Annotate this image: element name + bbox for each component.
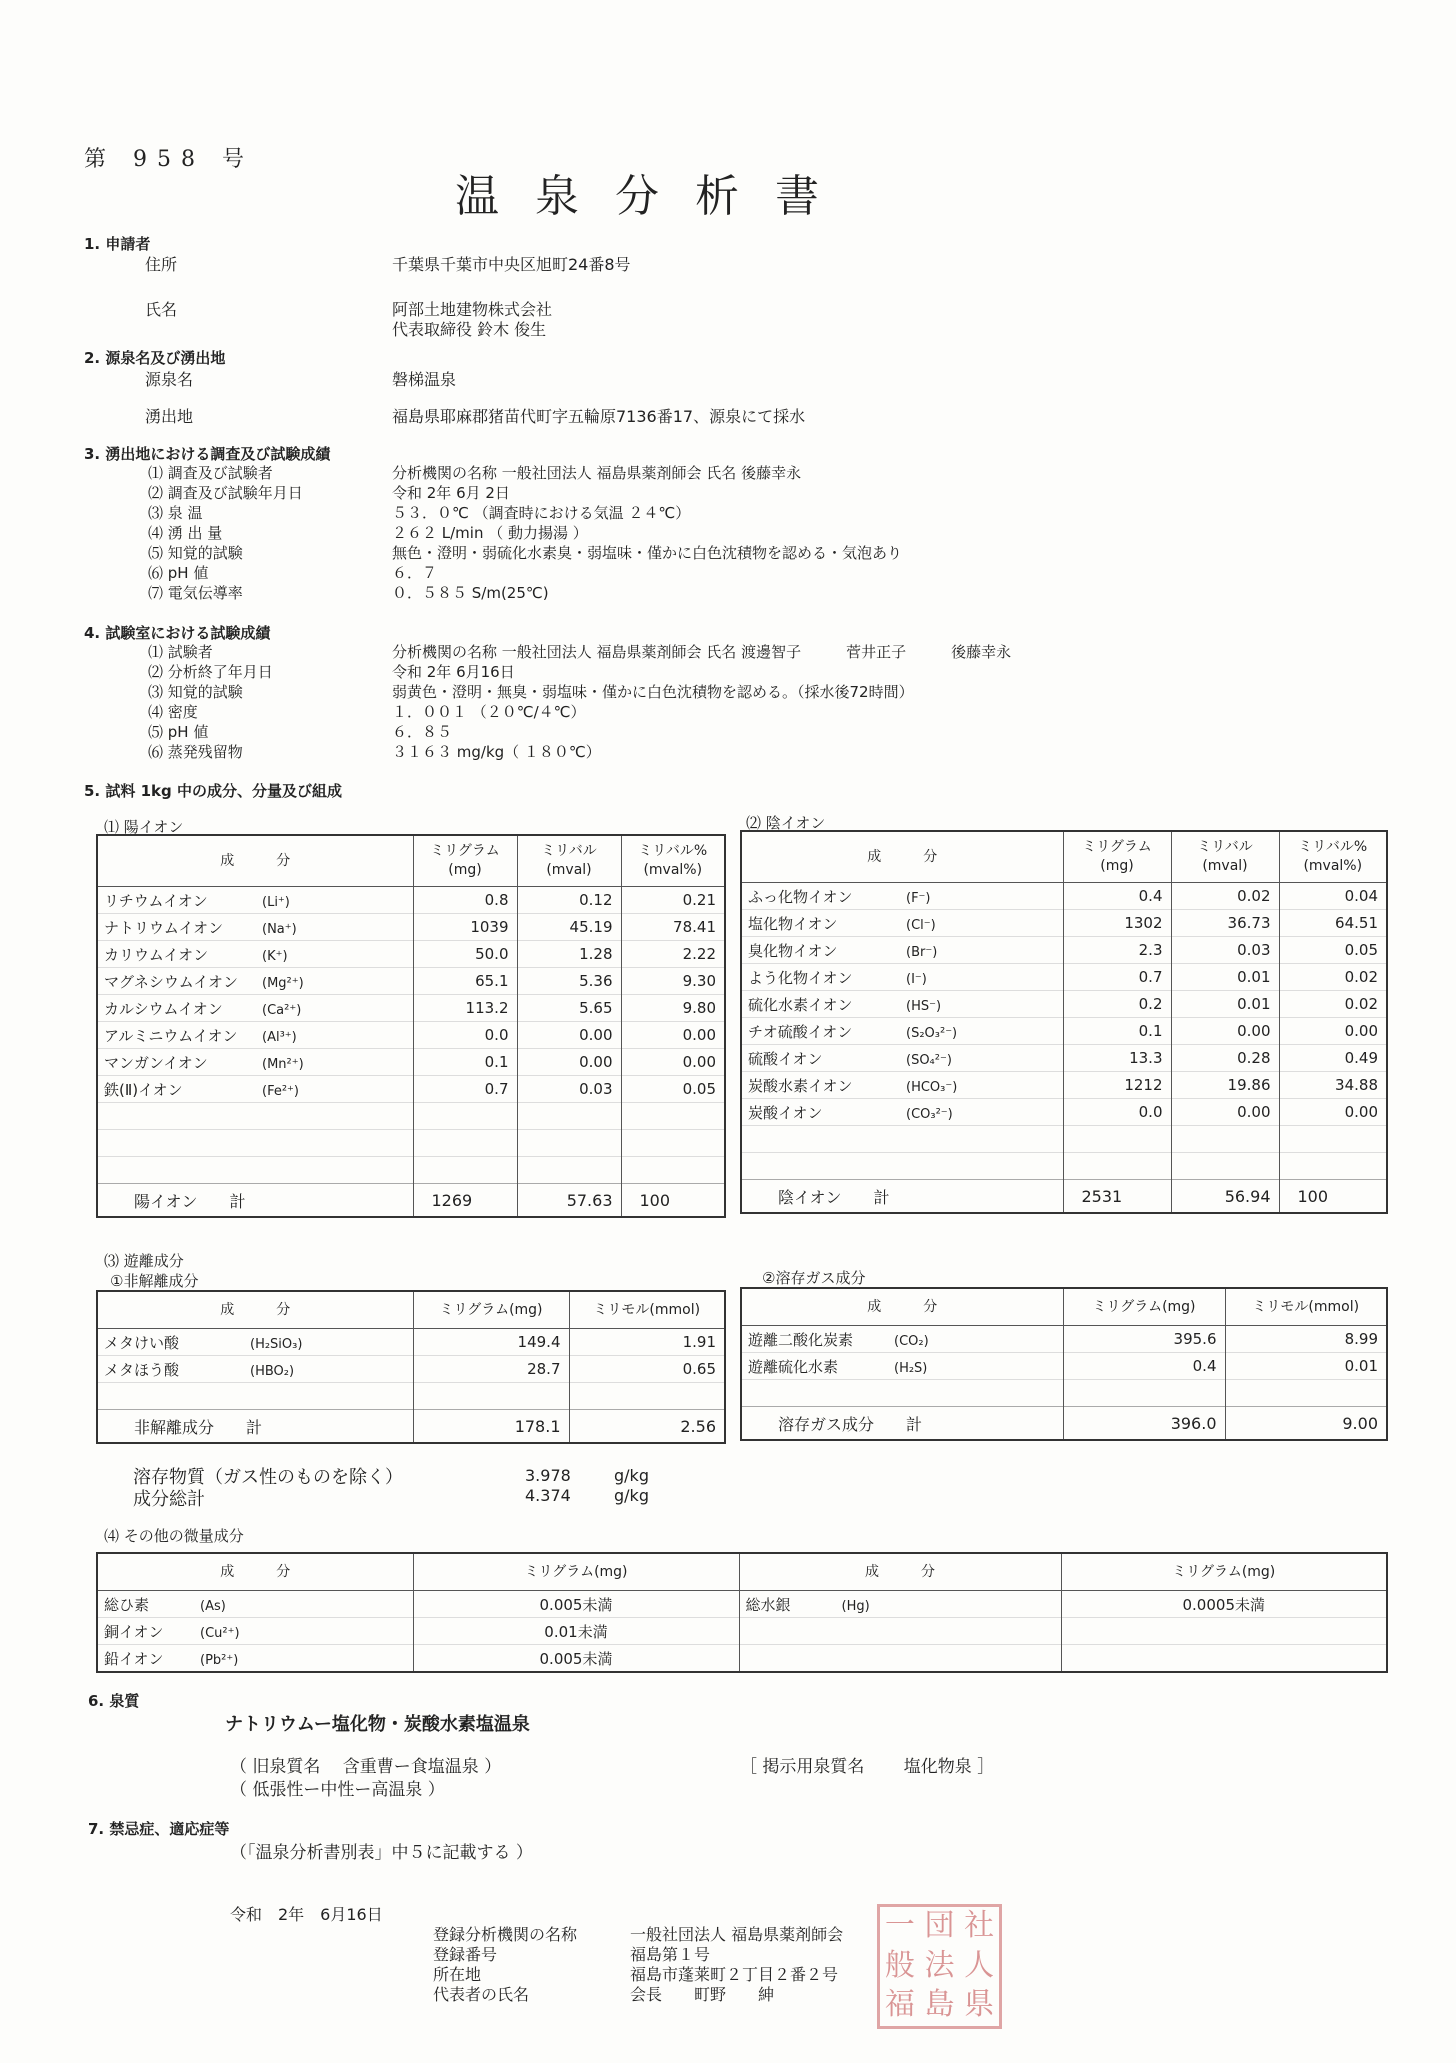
value-mg: 0.1 — [1063, 1018, 1171, 1045]
value-mmol: 1.91 — [569, 1329, 725, 1356]
field-label: ⑷ 密度 — [148, 703, 198, 721]
total-label: 溶存ガス成分 計 — [741, 1407, 1063, 1441]
field-label: ⑴ 調査及び試験者 — [148, 464, 273, 482]
field-value: ０．５８５ S/m(25℃) — [392, 584, 549, 602]
total-row — [741, 1407, 1387, 1441]
value-pct: 9.30 — [621, 968, 725, 995]
component-cell — [741, 937, 1063, 964]
value-mval: 0.01 — [1171, 964, 1279, 991]
source-label: 源泉名 — [145, 370, 194, 389]
component-formula: (Mg²⁺) — [262, 975, 304, 991]
old-spring-name: （ 旧泉質名 含重曹ー食塩温泉 ） — [230, 1757, 502, 1777]
total-label: 陰イオン 計 — [741, 1180, 1063, 1214]
value-pct: 0.02 — [1279, 991, 1387, 1018]
org-label: 登録分析機関の名称 — [433, 1925, 578, 1944]
component-formula: (Li⁺) — [262, 894, 290, 910]
table-row — [97, 1645, 1387, 1673]
component-name: メタけい酸 — [104, 1333, 180, 1352]
table-row — [741, 883, 1387, 910]
value-mg: 0.8 — [413, 887, 517, 914]
component-name: 遊離硫化水素 — [748, 1357, 839, 1376]
component-cell — [97, 1329, 413, 1356]
component-formula: (F⁻) — [906, 890, 931, 906]
total-mval: 57.63 — [517, 1184, 621, 1218]
official-seal — [877, 1904, 1002, 2029]
table-row — [741, 1018, 1387, 1045]
value-mval: 19.86 — [1171, 1072, 1279, 1099]
section-7-heading: 7. 禁忌症、適応症等 — [88, 1820, 230, 1838]
col-mvalpct: ミリバル% (mval%) — [1279, 831, 1387, 883]
blank-row — [97, 1130, 725, 1157]
blank-row — [97, 1383, 725, 1410]
total-label: 非解離成分 計 — [97, 1410, 413, 1444]
field-label: ⑸ pH 値 — [148, 723, 209, 741]
total-label: 陽イオン 計 — [97, 1184, 413, 1218]
seal-char: 県 — [964, 1987, 995, 2023]
address-label: 住所 — [145, 255, 178, 274]
field-value: 弱黄色・澄明・無臭・弱塩味・僅かに白色沈積物を認める。（採水後72時間） — [392, 683, 914, 701]
issue-date: 令和 2年 6月16日 — [230, 1905, 383, 1924]
gas-caption: ②溶存ガス成分 — [762, 1269, 866, 1287]
field-label: ⑹ pH 値 — [148, 564, 209, 582]
table-row — [741, 1353, 1387, 1380]
total-mmol: 2.56 — [569, 1410, 725, 1444]
component-cell — [97, 968, 413, 995]
col-mmol: ミリモル(mmol) — [569, 1291, 725, 1329]
value-mval: 0.02 — [1171, 883, 1279, 910]
field-value: ５３．０℃ （調査時における気温 ２４℃） — [392, 504, 691, 522]
component-name: カルシウムイオン — [104, 999, 223, 1018]
value-mg: 395.6 — [1063, 1326, 1225, 1353]
component-formula: (H₂S) — [894, 1360, 928, 1376]
component-formula: (I⁻) — [906, 971, 927, 987]
value-mg: 13.3 — [1063, 1045, 1171, 1072]
col-component: 成 分 — [97, 1553, 413, 1591]
component-cell — [97, 1049, 413, 1076]
rep-name: 会長 町野 紳 — [630, 1985, 775, 2004]
component-name: ナトリウムイオン — [104, 918, 224, 937]
value-mval: 45.19 — [517, 914, 621, 941]
value-mval: 0.03 — [1171, 937, 1279, 964]
component-name: 総水銀 — [745, 1595, 791, 1614]
seal-char: 法 — [924, 1947, 955, 1983]
value-mg: 28.7 — [413, 1356, 569, 1383]
component-cell — [739, 1645, 1061, 1673]
total-unit: g/kg — [614, 1486, 649, 1505]
field-label: ⑹ 蒸発残留物 — [148, 743, 243, 761]
component-name: カリウムイオン — [104, 945, 209, 964]
cation-table — [96, 834, 726, 1218]
component-cell — [741, 1018, 1063, 1045]
value-mval: 0.00 — [1171, 1099, 1279, 1126]
total-mmol: 9.00 — [1225, 1407, 1387, 1441]
field-label: ⑴ 試験者 — [148, 643, 213, 661]
component-name: 鉛イオン — [104, 1649, 164, 1668]
value-pct: 0.00 — [621, 1022, 725, 1049]
applicant-representative: 代表取締役 鈴木 俊生 — [392, 320, 547, 339]
col-component: 成 分 — [97, 835, 413, 887]
component-cell — [97, 1645, 413, 1673]
document-number: 第 958 号 — [84, 147, 254, 172]
value-mg: 50.0 — [413, 941, 517, 968]
table-row — [97, 887, 725, 914]
section-1-heading: 1. 申請者 — [84, 235, 151, 253]
spring-quality: ナトリウムー塩化物・炭酸水素塩温泉 — [225, 1714, 530, 1735]
org-name: 一般社団法人 福島県薬剤師会 — [630, 1925, 844, 1944]
total-mg: 396.0 — [1063, 1407, 1225, 1441]
col-component: 成 分 — [741, 1288, 1063, 1326]
value-pct: 0.04 — [1279, 883, 1387, 910]
dissolved-unit: g/kg — [614, 1466, 649, 1485]
undissociated-table — [96, 1290, 726, 1444]
value-mg: 65.1 — [413, 968, 517, 995]
component-cell — [741, 991, 1063, 1018]
field-value: 令和 2年 6月16日 — [392, 663, 515, 681]
component-name: 臭化物イオン — [748, 941, 838, 960]
regno-value: 福島第１号 — [630, 1945, 711, 1964]
value-mval: 0.00 — [517, 1049, 621, 1076]
component-formula: (K⁺) — [262, 948, 288, 964]
table-row — [97, 995, 725, 1022]
value-pct: 0.05 — [621, 1076, 725, 1103]
component-cell — [97, 1076, 413, 1103]
component-cell — [739, 1618, 1061, 1645]
component-cell — [97, 1356, 413, 1383]
component-name: 総ひ素 — [104, 1595, 150, 1614]
section-4-heading: 4. 試験室における試験成績 — [84, 624, 271, 642]
table-row — [97, 1049, 725, 1076]
value-mg — [1061, 1618, 1387, 1645]
component-formula: (H₂SiO₃) — [250, 1336, 303, 1352]
seal-char: 一 — [884, 1908, 915, 1943]
component-formula: (S₂O₃²⁻) — [906, 1025, 958, 1041]
table-row — [97, 1022, 725, 1049]
field-value: ２６２ L/min （ 動力揚湯 ） — [392, 524, 588, 542]
table-row — [97, 968, 725, 995]
value-mg: 0.0 — [413, 1022, 517, 1049]
component-cell — [97, 1022, 413, 1049]
component-cell — [741, 1072, 1063, 1099]
seal-char: 社 — [964, 1908, 995, 1943]
section-2-heading: 2. 源泉名及び湧出地 — [84, 349, 226, 367]
applicant-address: 千葉県千葉市中央区旭町24番8号 — [392, 255, 631, 274]
component-formula: (Fe²⁺) — [262, 1083, 299, 1099]
value-mg: 0.2 — [1063, 991, 1171, 1018]
name-label: 氏名 — [145, 300, 178, 319]
value-mmol: 8.99 — [1225, 1326, 1387, 1353]
table-row — [741, 1099, 1387, 1126]
free-components-caption: ⑶ 遊離成分 — [104, 1252, 184, 1270]
field-label: ⑵ 調査及び試験年月日 — [148, 484, 303, 502]
value-mg: 0.01未満 — [413, 1618, 739, 1645]
component-name: マンガンイオン — [104, 1053, 208, 1072]
field-label: ⑶ 泉 温 — [148, 504, 203, 522]
component-formula: (Cl⁻) — [906, 917, 936, 933]
total-mg: 2531 — [1063, 1180, 1171, 1214]
table-row — [97, 914, 725, 941]
seal-char: 般 — [884, 1947, 915, 1983]
field-label: ⑸ 知覚的試験 — [148, 544, 243, 562]
component-formula: (Br⁻) — [906, 944, 938, 960]
total-mval: 56.94 — [1171, 1180, 1279, 1214]
component-name: 塩化物イオン — [748, 914, 838, 933]
component-cell — [741, 964, 1063, 991]
value-pct: 2.22 — [621, 941, 725, 968]
value-mval: 0.01 — [1171, 991, 1279, 1018]
posted-spring-name: ［ 掲示用泉質名 塩化物泉 ］ — [740, 1757, 995, 1777]
value-pct: 34.88 — [1279, 1072, 1387, 1099]
footer-address: 福島市蓬莱町２丁目２番２号 — [630, 1965, 839, 1984]
value-mval: 0.03 — [517, 1076, 621, 1103]
spring-classification: （ 低張性ー中性ー高温泉 ） — [230, 1780, 445, 1800]
table-row — [97, 1076, 725, 1103]
component-cell — [97, 1618, 413, 1645]
blank-row — [97, 1103, 725, 1130]
col-mg: ミリグラム(mg) — [413, 1291, 569, 1329]
value-mg: 1302 — [1063, 910, 1171, 937]
field-label: ⑺ 電気伝導率 — [148, 584, 243, 602]
field-value: 令和 2年 6月 2日 — [392, 484, 510, 502]
value-mg: 0.1 — [413, 1049, 517, 1076]
table-row — [741, 937, 1387, 964]
regno-label: 登録番号 — [433, 1945, 498, 1964]
table-row — [97, 1618, 1387, 1645]
component-formula: (Al³⁺) — [262, 1029, 297, 1045]
component-formula: (HBO₂) — [250, 1363, 295, 1379]
component-cell — [97, 887, 413, 914]
section-3-heading: 3. 湧出地における調査及び試験成績 — [84, 445, 331, 463]
component-name: ふっ化物イオン — [748, 887, 853, 906]
component-formula: (HCO₃⁻) — [906, 1079, 958, 1095]
blank-row — [97, 1157, 725, 1184]
seal-char: 福 — [884, 1987, 915, 2023]
field-value: ６．８５ — [392, 723, 453, 741]
total-label: 成分総計 — [133, 1489, 205, 1510]
component-name: 銅イオン — [104, 1622, 164, 1641]
value-mg: 0.4 — [1063, 883, 1171, 910]
blank-row — [741, 1126, 1387, 1153]
value-pct: 0.02 — [1279, 964, 1387, 991]
section-6-heading: 6. 泉質 — [88, 1692, 140, 1710]
value-mg: 0.7 — [1063, 964, 1171, 991]
field-label: ⑵ 分析終了年月日 — [148, 663, 273, 681]
component-formula: (Ca²⁺) — [262, 1002, 302, 1018]
table-row — [97, 941, 725, 968]
value-mval: 0.00 — [517, 1022, 621, 1049]
component-cell — [741, 883, 1063, 910]
component-cell — [741, 1099, 1063, 1126]
value-mg: 0.0 — [1063, 1099, 1171, 1126]
col-mg: ミリグラム (mg) — [1063, 831, 1171, 883]
value-mg: 2.3 — [1063, 937, 1171, 964]
seal-char: 島 — [924, 1987, 955, 2023]
field-label: ⑶ 知覚的試験 — [148, 683, 243, 701]
value-mval: 0.28 — [1171, 1045, 1279, 1072]
value-pct: 0.00 — [621, 1049, 725, 1076]
total-row — [97, 1410, 725, 1444]
component-name: 遊離二酸化炭素 — [748, 1330, 854, 1349]
component-cell — [97, 995, 413, 1022]
trace-caption: ⑷ その他の微量成分 — [104, 1527, 244, 1545]
component-name: チオ硫酸イオン — [748, 1022, 853, 1041]
component-formula: (CO₃²⁻) — [906, 1106, 953, 1122]
value-mval: 1.28 — [517, 941, 621, 968]
applicant-company: 阿部土地建物株式会社 — [392, 300, 553, 319]
component-name: 硫化水素イオン — [748, 995, 853, 1014]
seal-char: 団 — [924, 1908, 955, 1943]
col-mg: ミリグラム (mg) — [413, 835, 517, 887]
component-formula: (As) — [200, 1598, 226, 1614]
component-name: 炭酸水素イオン — [748, 1076, 853, 1095]
undissociated-caption: ①非解離成分 — [110, 1272, 199, 1290]
value-pct: 0.00 — [1279, 1018, 1387, 1045]
source-location: 福島県耶麻郡猪苗代町字五輪原7136番17、源泉にて採水 — [392, 407, 806, 426]
value-mg: 0.4 — [1063, 1353, 1225, 1380]
value-mg: 113.2 — [413, 995, 517, 1022]
total-mg: 1269 — [413, 1184, 517, 1218]
table-row — [741, 991, 1387, 1018]
component-cell — [741, 1353, 1063, 1380]
component-name: リチウムイオン — [104, 891, 208, 910]
blank-row — [741, 1380, 1387, 1407]
value-pct: 0.00 — [1279, 1099, 1387, 1126]
cation-caption: ⑴ 陽イオン — [104, 818, 184, 836]
component-cell — [741, 1326, 1063, 1353]
component-name: 硫酸イオン — [748, 1049, 823, 1068]
component-name: 炭酸イオン — [748, 1103, 823, 1122]
component-name: よう化物イオン — [748, 968, 853, 987]
total-pct: 100 — [621, 1184, 725, 1218]
rep-label: 代表者の氏名 — [433, 1985, 530, 2004]
col-mval: ミリバル (mval) — [1171, 831, 1279, 883]
field-value: 無色・澄明・弱硫化水素臭・弱塩味・僅かに白色沈積物を認める・気泡あり — [392, 544, 903, 562]
value-pct: 0.49 — [1279, 1045, 1387, 1072]
col-component: 成 分 — [741, 831, 1063, 883]
component-cell — [97, 1591, 413, 1618]
col-mvalpct: ミリバル% (mval%) — [621, 835, 725, 887]
field-label: ⑷ 湧 出 量 — [148, 524, 223, 542]
page-title: 温泉分析書 — [455, 171, 855, 222]
col-mval: ミリバル (mval) — [517, 835, 621, 887]
component-name: メタほう酸 — [104, 1360, 180, 1379]
component-cell — [741, 910, 1063, 937]
value-mg: 0.0005未満 — [1061, 1591, 1387, 1618]
table-row — [97, 1356, 725, 1383]
component-cell — [97, 914, 413, 941]
component-formula: (Pb²⁺) — [200, 1652, 239, 1668]
table-row — [741, 910, 1387, 937]
value-mg: 149.4 — [413, 1329, 569, 1356]
value-mval: 0.00 — [1171, 1018, 1279, 1045]
value-mg: 0.005未満 — [413, 1645, 739, 1673]
value-pct: 0.05 — [1279, 937, 1387, 964]
total-mg: 178.1 — [413, 1410, 569, 1444]
value-mmol: 0.65 — [569, 1356, 725, 1383]
trace-table — [96, 1552, 1388, 1673]
value-pct: 64.51 — [1279, 910, 1387, 937]
table-row — [741, 1045, 1387, 1072]
indications-note: （「温泉分析書別表」中５に記載する ） — [230, 1843, 533, 1863]
value-pct: 0.21 — [621, 887, 725, 914]
table-row — [741, 1326, 1387, 1353]
value-mval: 0.12 — [517, 887, 621, 914]
value-mg: 0.005未満 — [413, 1591, 739, 1618]
anion-table — [740, 830, 1388, 1214]
seal-char: 人 — [964, 1947, 995, 1983]
table-row — [97, 1591, 1387, 1618]
value-mval: 5.36 — [517, 968, 621, 995]
component-formula: (Mn²⁺) — [262, 1056, 304, 1072]
total-row — [97, 1184, 725, 1218]
value-pct: 78.41 — [621, 914, 725, 941]
value-mg — [1061, 1645, 1387, 1673]
value-mg: 0.7 — [413, 1076, 517, 1103]
value-mmol: 0.01 — [1225, 1353, 1387, 1380]
col-mg: ミリグラム(mg) — [1063, 1288, 1225, 1326]
gas-table — [740, 1287, 1388, 1441]
anion-caption: ⑵ 陰イオン — [746, 814, 826, 832]
value-pct: 9.80 — [621, 995, 725, 1022]
table-row — [97, 1329, 725, 1356]
component-formula: (SO₄²⁻) — [906, 1052, 952, 1068]
component-name: アルミニウムイオン — [104, 1026, 238, 1045]
field-value: 分析機関の名称 一般社団法人 福島県薬剤師会 氏名 後藤幸永 — [392, 464, 802, 482]
value-mg: 1039 — [413, 914, 517, 941]
component-cell — [97, 941, 413, 968]
component-name: 鉄(Ⅱ)イオン — [104, 1080, 183, 1099]
dissolved-value: 3.978 — [525, 1466, 571, 1485]
component-formula: (CO₂) — [894, 1333, 929, 1349]
field-value: 分析機関の名称 一般社団法人 福島県薬剤師会 氏名 渡邊智子 菅井正子 後藤幸永 — [392, 643, 1012, 661]
component-formula: (Na⁺) — [262, 921, 297, 937]
field-value: ６．７ — [392, 564, 438, 582]
value-mval: 36.73 — [1171, 910, 1279, 937]
table-row — [741, 1072, 1387, 1099]
col-component: 成 分 — [739, 1553, 1061, 1591]
section-5-heading: 5. 試料 1kg 中の成分、分量及び組成 — [84, 782, 342, 800]
component-formula: (HS⁻) — [906, 998, 942, 1014]
dissolved-label: 溶存物質（ガス性のものを除く） — [133, 1467, 403, 1488]
total-row — [741, 1180, 1387, 1214]
value-mval: 5.65 — [517, 995, 621, 1022]
col-mmol: ミリモル(mmol) — [1225, 1288, 1387, 1326]
total-value: 4.374 — [525, 1486, 571, 1505]
value-mg: 1212 — [1063, 1072, 1171, 1099]
component-formula: (Cu²⁺) — [200, 1625, 240, 1641]
col-component: 成 分 — [97, 1291, 413, 1329]
col-mg: ミリグラム(mg) — [413, 1553, 739, 1591]
component-formula: (Hg) — [841, 1598, 870, 1614]
footer-address-label: 所在地 — [433, 1965, 482, 1984]
blank-row — [741, 1153, 1387, 1180]
component-name: マグネシウムイオン — [104, 972, 238, 991]
component-cell — [741, 1045, 1063, 1072]
field-value: ３１６３ mg/kg（ １８０℃） — [392, 743, 601, 761]
component-cell — [739, 1591, 1061, 1618]
total-pct: 100 — [1279, 1180, 1387, 1214]
location-label: 湧出地 — [145, 407, 194, 426]
table-row — [741, 964, 1387, 991]
source-name: 磐梯温泉 — [392, 370, 457, 389]
col-mg: ミリグラム(mg) — [1061, 1553, 1387, 1591]
field-value: １．００１ （２０℃/４℃） — [392, 703, 586, 721]
